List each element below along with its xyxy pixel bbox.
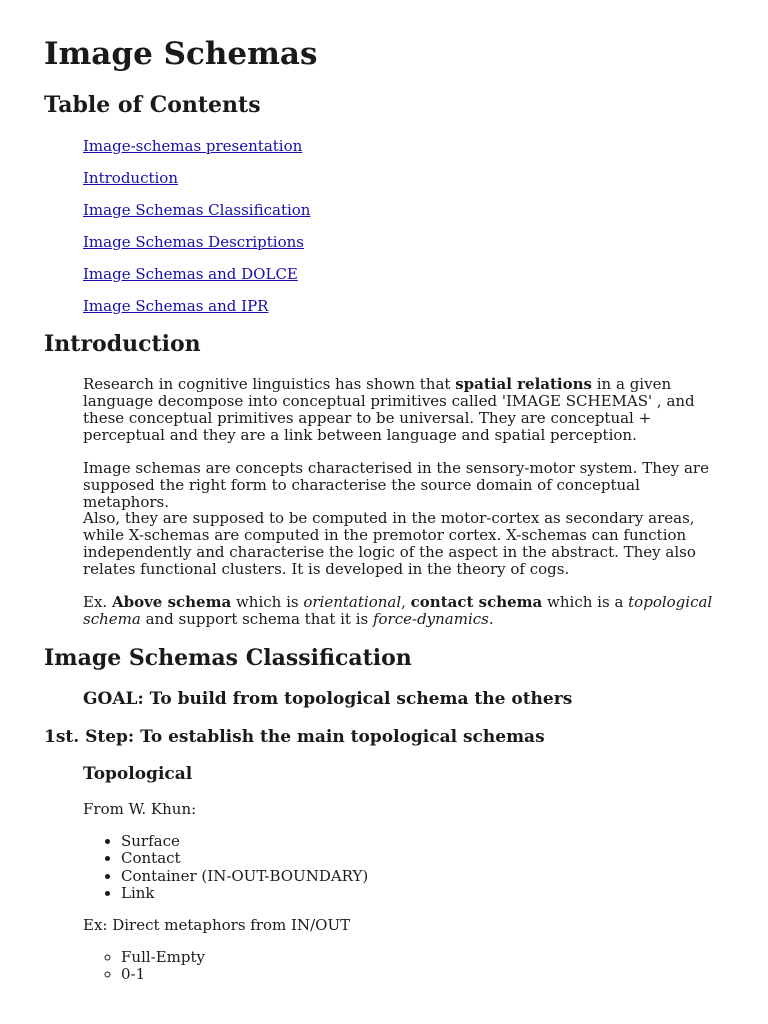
example-line: Ex: Direct metaphors from IN/OUT	[83, 916, 351, 934]
toc-item	[83, 296, 310, 328]
italic-term: orientational	[303, 593, 402, 611]
topological-list	[83, 833, 368, 902]
italic-term: topological schema	[83, 593, 713, 628]
toc-link-dolce[interactable]: Image Schemas and DOLCE	[83, 265, 298, 283]
metaphor-list	[83, 949, 205, 984]
classification-heading: Image Schemas Classification	[44, 645, 412, 671]
list-item: • Container (IN-OUT-BOUNDARY)	[121, 868, 368, 885]
toc-link-presentation[interactable]: Image-schemas presentation	[83, 137, 303, 155]
toc-heading: Table of Contents	[44, 92, 261, 118]
text-run: Research in cognitive linguistics has shown that	[83, 375, 456, 393]
toc-item	[83, 232, 310, 264]
toc-link-classification[interactable]: Image Schemas Classification	[83, 201, 311, 219]
bold-term: Above schema	[111, 593, 232, 611]
text-run: ,	[401, 593, 411, 611]
introduction-heading: Introduction	[44, 331, 201, 357]
toc-link-introduction[interactable]: Introduction	[83, 169, 178, 187]
toc-item	[83, 168, 310, 200]
list-item: • Surface	[121, 833, 368, 850]
intro-paragraph-3: Also, they are supposed to be computed in the motor-cortex as secondary areas, while X-schemas are computed in the premotor cortex. X-schemas can function independently and characterise the logic of the aspect in the abstract. They also relates functional clusters. It is developed in the theory of cogs.	[83, 509, 696, 578]
list-item: ◦ 0-1	[121, 966, 205, 983]
toc-item	[83, 136, 310, 168]
toc-link-descriptions[interactable]: Image Schemas Descriptions	[83, 233, 304, 251]
text-run: which is	[231, 593, 304, 611]
bold-term: spatial relations	[455, 375, 592, 393]
source-line: From W. Khun:	[83, 800, 197, 818]
step-heading: 1st. Step: To establish the main topological schemas	[44, 727, 545, 747]
intro-paragraph-4	[83, 594, 727, 628]
topological-heading: Topological	[83, 764, 193, 784]
text-run: and support schema that it is	[140, 610, 373, 628]
toc-link-ipr[interactable]: Image Schemas and IPR	[83, 297, 269, 315]
list-item: ◦ Full-Empty	[121, 949, 205, 966]
toc-item	[83, 200, 310, 232]
text-run: in a given language decompose into conceptual primitives called 'IMAGE SCHEMAS' , and these conceptual primitives appear to be universal. They are conceptual + perceptual and they are a link between language and spatial perception.	[83, 375, 695, 444]
text-run: .	[488, 610, 494, 628]
intro-paragraph-1	[83, 376, 727, 444]
list-item: • Link	[121, 885, 368, 902]
table-of-contents	[83, 136, 310, 328]
page-title: Image Schemas	[44, 36, 318, 72]
text-run: Ex.	[83, 593, 112, 611]
text-run: which is a	[542, 593, 629, 611]
bold-term: contact schema	[410, 593, 543, 611]
goal-heading: GOAL: To build from topological schema the others	[83, 689, 573, 709]
toc-item	[83, 264, 310, 296]
italic-term: force-dynamics	[372, 610, 489, 628]
intro-paragraph-2: Image schemas are concepts characterised in the sensory-motor system. They are supposed the right form to characterise the source domain of conceptual metaphors.	[83, 459, 709, 511]
list-item: • Contact	[121, 850, 368, 867]
